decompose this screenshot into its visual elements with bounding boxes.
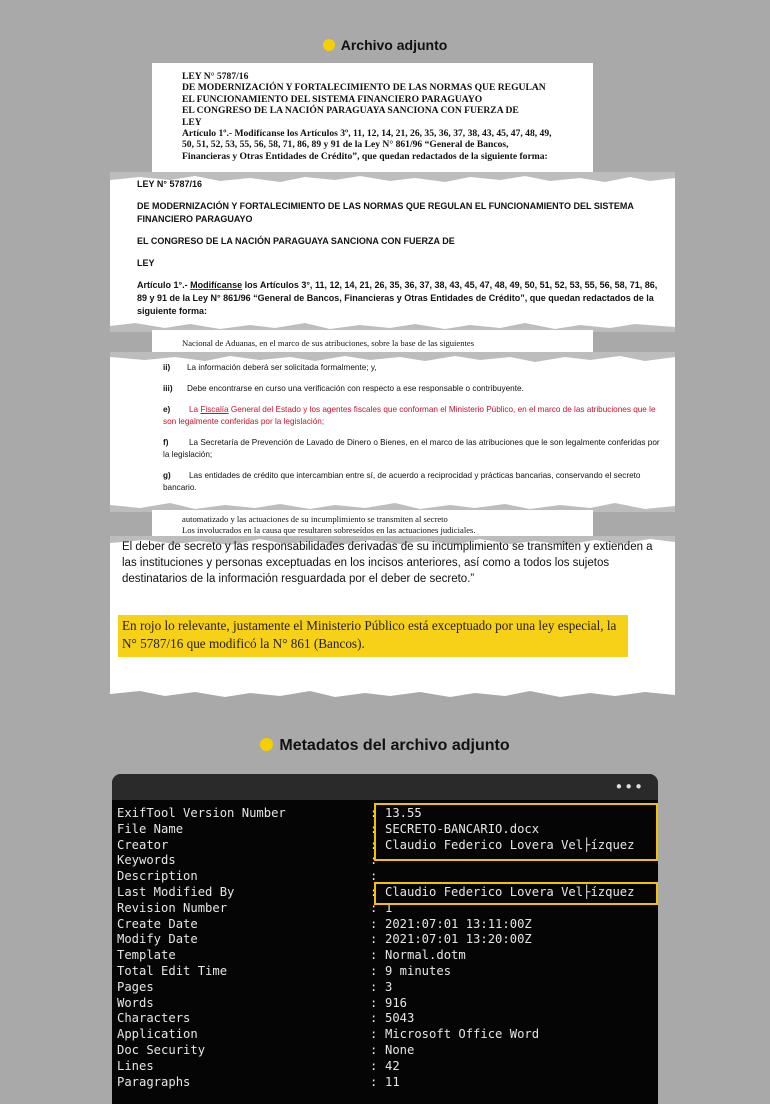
- metadata-separator: :: [370, 1011, 378, 1026]
- metadata-separator: :: [370, 1058, 378, 1073]
- terminal-title-bar: [112, 774, 658, 800]
- metadata-value: SECRETO-BANCARIO.docx: [385, 821, 540, 836]
- excerpt-line: Artículo 1º.- Modifícanse los Artículos 3º, 11, 12, 14, 21, 26, 35, 36, 37, 38, 43, 45, 47, 48, 49,: [182, 128, 552, 140]
- involved-line-1: automatizado y las actuaciones de su incumplimiento se transmiten al secreto: [182, 514, 448, 524]
- excerpt-line: LEY N° 5787/16: [182, 71, 249, 82]
- metadata-key: Pages: [117, 979, 154, 994]
- item-ii: [163, 362, 663, 374]
- metadata-value: 9 minutes: [385, 964, 452, 978]
- metadata-separator: :: [370, 916, 378, 931]
- docx-excerpt-bottom: [110, 536, 675, 700]
- law-excerpt-top-text: [182, 71, 582, 162]
- highlight-note: En rojo lo relevante, justamente el Ministerio Público está exceptuado por una ley especial, la N° 5787/16 que modificó la N° 861 (Bancos).: [118, 615, 628, 657]
- item-g: [163, 470, 663, 494]
- item-text: La información deberá ser solicitada formalmente; y,: [187, 363, 377, 372]
- torn-edge-icon: [110, 688, 675, 700]
- metadata-key: File Name: [117, 821, 184, 836]
- highlight-box: [374, 882, 658, 905]
- docx-law-title: DE MODERNIZACIÓN Y FORTALECIMIENTO DE LAS NORMAS QUE REGULAN EL FUNCIONAMIENTO DEL SISTEMA FINANCIERO PARAGUAYO: [137, 201, 634, 224]
- metadata-value: 2021:07:01 13:11:00Z: [385, 916, 532, 931]
- docx-article: [137, 279, 662, 318]
- article-verb: Modifícanse: [190, 280, 243, 290]
- excerpt-line: EL FUNCIONAMIENTO DEL SISTEMA FINANCIERO PARAGUAYO: [182, 93, 483, 105]
- item-text: General del Estado y los agentes fiscales que conforman el Ministerio Público, en el marco de las atribuciones que le son legalmente conferidas por la legislación;: [163, 405, 656, 426]
- metadata-value: Claudio Federico Lovera Vel├ízquez: [385, 837, 635, 852]
- metadata-key: Words: [117, 995, 154, 1010]
- metadata-separator: :: [370, 932, 378, 947]
- docx-excerpt-items: [110, 352, 675, 512]
- item-e: [163, 404, 663, 428]
- excerpt-line: Financieras y Otras Entidades de Crédito”, que quedan redactados de la siguiente forma:: [182, 150, 548, 162]
- metadata-separator: :: [370, 869, 378, 884]
- item-text: Las entidades de crédito que intercambian entre sí, de acuerdo a reciprocidad y prácticas bancarias, conservando el secreto bancario.: [163, 471, 641, 492]
- metadata-key: Revision Number: [117, 900, 228, 915]
- metadata-separator: :: [370, 979, 378, 994]
- metadata-key: Description: [117, 869, 198, 884]
- excerpt-line: LEY: [182, 116, 202, 128]
- law-excerpt-aduanas: [152, 330, 593, 352]
- metadata-key: Modify Date: [117, 932, 198, 947]
- metadata-value: None: [385, 1043, 415, 1057]
- metadata-heading-text: Metadatos del archivo adjunto: [279, 737, 510, 754]
- metadata-value: 11: [385, 1074, 400, 1089]
- metadata-value: Microsoft Office Word: [385, 1027, 540, 1042]
- metadata-value: Normal.dotm: [385, 948, 466, 963]
- metadata-key: Application: [117, 1027, 198, 1042]
- article-label: Artículo 1°.-: [137, 280, 188, 290]
- item-label: e): [163, 405, 171, 414]
- metadata-heading: [0, 737, 770, 755]
- item-label: ii): [163, 363, 171, 372]
- metadata-key: Create Date: [117, 916, 198, 931]
- docx-law-number: LEY N° 5787/16: [137, 179, 202, 189]
- item-iii: [163, 383, 663, 395]
- involved-line-2: Los involucrados en la causa que resultaren sobreseídos en las actuaciones judiciales.: [182, 525, 476, 535]
- metadata-value: 1: [385, 900, 393, 915]
- excerpt-line: DE MODERNIZACIÓN Y FORTALECIMIENTO DE LAS NORMAS QUE REGULAN: [182, 82, 546, 94]
- docx-ley-line: LEY: [137, 258, 155, 268]
- metadata-key: Characters: [117, 1011, 191, 1026]
- law-excerpt-involved: [152, 510, 593, 536]
- metadata-key: Template: [117, 948, 176, 963]
- metadata-value: 916: [385, 995, 408, 1010]
- metadata-value: 5043: [385, 1011, 415, 1026]
- metadata-key: Creator: [117, 837, 169, 852]
- metadata-separator: :: [370, 853, 378, 868]
- attachment-heading-text: Archivo adjunto: [340, 37, 448, 53]
- metadata-separator: :: [370, 821, 378, 836]
- metadata-value: Claudio Federico Lovera Vel├ízquez: [385, 885, 635, 899]
- metadata-separator: :: [370, 806, 378, 820]
- metadata-value: 13.55: [385, 806, 422, 820]
- metadata-separator: :: [370, 900, 378, 915]
- excerpt-line: EL CONGRESO DE LA NACIÓN PARAGUAYA SANCIONA CON FUERZA DE: [182, 105, 519, 117]
- metadata-separator: :: [370, 885, 378, 899]
- metadata-separator: :: [370, 837, 378, 852]
- metadata-value: 3: [385, 979, 393, 994]
- metadata-key: Keywords: [117, 853, 176, 868]
- metadata-value: 2021:07:01 13:20:00Z: [385, 932, 532, 947]
- metadata-key: Doc Security: [117, 1043, 206, 1057]
- metadata-key: Total Edit Time: [117, 964, 228, 978]
- article-text: los Artículos 3°, 11, 12, 14, 21, 26, 35, 36, 37, 38, 43, 45, 47, 48, 49, 50, 51, 52, 53, 55, 56, 58, 71, 86, 89 y 91 de la Ley N° 861/96 “General de Bancos, Financieras y Otras Entidades de Crédito”, que quedan redactados de la siguiente forma:: [137, 280, 658, 316]
- aduanas-text: Nacional de Aduanas, en el marco de sus atribuciones, sobre la base de las siguientes: [182, 338, 475, 348]
- metadata-separator: :: [370, 948, 378, 963]
- metadata-key: Paragraphs: [117, 1074, 191, 1089]
- more-options-icon[interactable]: •••: [614, 778, 644, 796]
- metadata-key: Last Modified By: [117, 885, 235, 899]
- excerpt-line: 50, 51, 52, 53, 55, 56, 58, 71, 86, 89 y 91 de la Ley N° 861/96 “General de Bancos,: [182, 139, 509, 151]
- metadata-separator: :: [370, 964, 378, 978]
- metadata-value: 42: [385, 1058, 400, 1073]
- docx-congress-line: EL CONGRESO DE LA NACIÓN PARAGUAYA SANCIONA CON FUERZA DE: [137, 236, 455, 246]
- item-text: Debe encontrarse en curso una verificación con respecto a ese responsable o contribuyente.: [187, 384, 524, 393]
- item-label: f): [163, 438, 169, 447]
- metadata-separator: :: [370, 995, 378, 1010]
- metadata-separator: :: [370, 1027, 378, 1042]
- secret-duty-paragraph: El deber de secreto y las responsabilidades derivadas de su incumplimiento se transmiten y extienden a las instituciones y personas exceptuadas en los incisos anteriores, así como a todos los sujetos destinatarios de la información resguardada por el deber de secreto.”: [122, 541, 653, 585]
- item-text: La Secretaría de Prevención de Lavado de Dinero o Bienes, en el marco de las atribuciones que le son legalmente conferidas por la legislación;: [163, 438, 660, 459]
- item-label: g): [163, 471, 171, 480]
- metadata-key: Lines: [117, 1058, 154, 1073]
- highlight-box: [374, 803, 658, 861]
- metadata-separator: :: [370, 1074, 378, 1089]
- metadata-separator: :: [370, 1043, 378, 1057]
- item-text: La: [189, 405, 199, 414]
- attachment-heading: [0, 37, 770, 53]
- law-excerpt-top: [152, 63, 593, 175]
- yellow-dot-icon: [260, 738, 273, 751]
- yellow-dot-icon: [323, 39, 335, 51]
- item-f: [163, 437, 663, 461]
- item-label: iii): [163, 384, 173, 393]
- fiscalia-word: Fiscalía: [200, 405, 229, 414]
- exiftool-terminal: [112, 774, 658, 1104]
- metadata-key: ExifTool Version Number: [117, 806, 286, 820]
- docx-excerpt-header: [110, 172, 675, 332]
